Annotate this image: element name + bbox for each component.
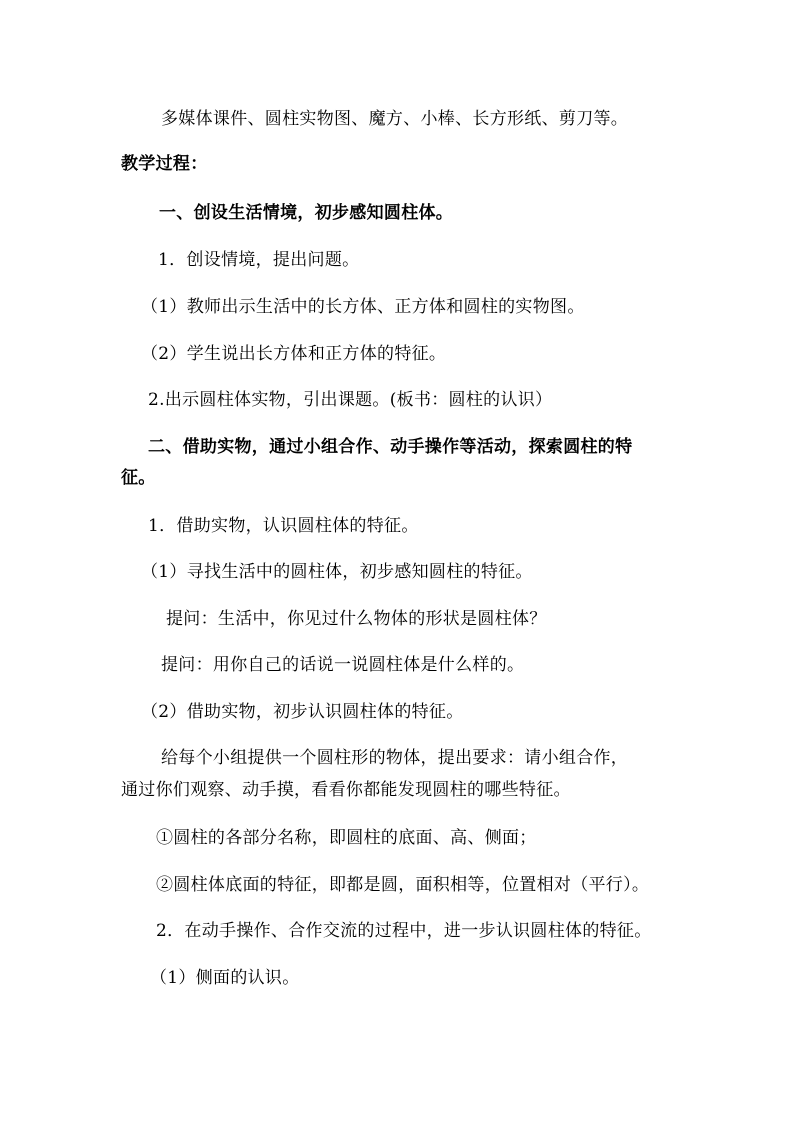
- section-1-heading: 一、创设生活情境，初步感知圆柱体。: [159, 203, 454, 223]
- point-2: ②圆柱体底面的特征，即都是圆，面积相等，位置相对（平行）。: [156, 875, 650, 895]
- point-1: ①圆柱的各部分名称，即圆柱的底面、高、侧面；: [156, 828, 537, 848]
- section-2-item-2: 2．在动手操作、合作交流的过程中，进一步认识圆柱体的特征。: [156, 921, 652, 941]
- question-2: 提问：用你自己的话说一说圆柱体是什么样的。: [161, 655, 525, 675]
- paragraph-line-1: 给每个小组提供一个圆柱形的物体，提出要求：请小组合作，: [161, 748, 629, 768]
- section-2-sub-2: （2）借助实物，初步认识圆柱体的特征。: [141, 702, 464, 722]
- section-1-sub-1: （1）教师出示生活中的长方体、正方体和圆柱的实物图。: [141, 297, 585, 317]
- section-1-item-1: 1．创设情境，提出问题。: [158, 250, 360, 270]
- teaching-process-heading: 教学过程：: [121, 154, 208, 174]
- section-1-item-2: 2.出示圆柱体实物，引出课题。(板书：圆柱的认识）: [148, 390, 553, 410]
- question-1: 提问：生活中，你见过什么物体的形状是圆柱体？: [166, 609, 547, 629]
- section-2-heading-line-1: 二、借助实物，通过小组合作、动手操作等活动，探索圆柱的特: [148, 437, 633, 457]
- section-2-heading-line-2: 征。: [121, 468, 156, 488]
- section-2-sub-3: （1）侧面的认识。: [150, 968, 300, 988]
- section-2-item-1: 1．借助实物，认识圆柱体的特征。: [148, 516, 419, 536]
- paragraph-line-2: 通过你们观察、动手摸，看看你都能发现圆柱的哪些特征。: [121, 780, 571, 800]
- materials-line: 多媒体课件、圆柱实物图、魔方、小棒、长方形纸、剪刀等。: [161, 109, 629, 129]
- section-1-sub-2: （2）学生说出长方体和正方体的特征。: [141, 344, 447, 364]
- section-2-sub-1: （1）寻找生活中的圆柱体，初步感知圆柱的特征。: [141, 562, 533, 582]
